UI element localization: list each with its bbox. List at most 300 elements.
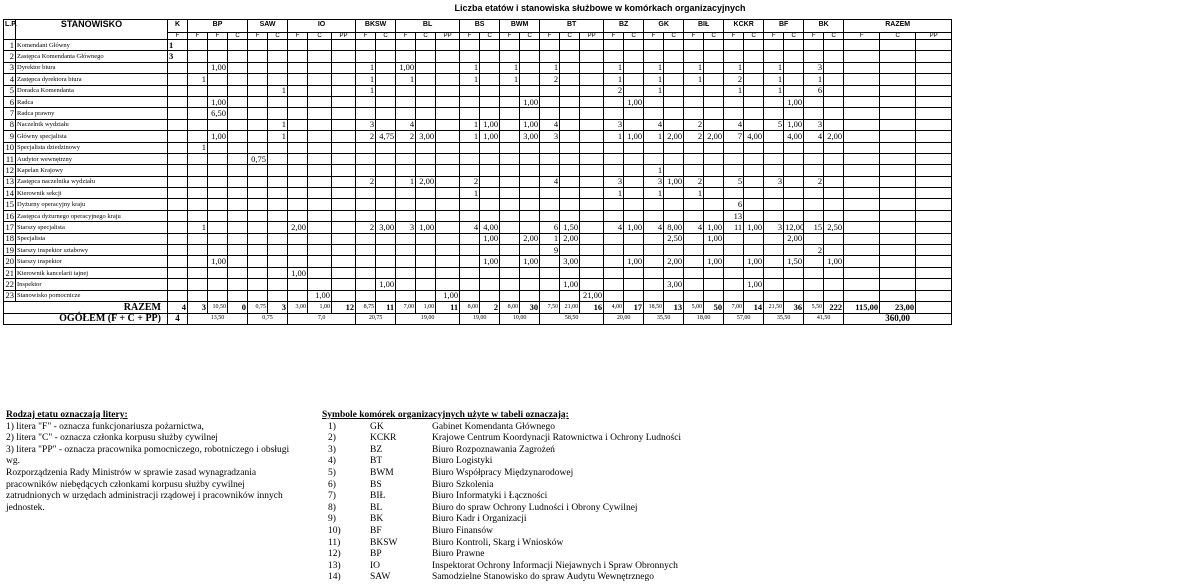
table-cell: 1 [356, 74, 376, 85]
table-cell [520, 210, 540, 221]
table-cell [168, 188, 188, 199]
table-cell [460, 108, 480, 119]
table-cell [436, 74, 460, 85]
table-cell [880, 85, 916, 96]
table-cell: 1 [268, 85, 288, 96]
legend-unit-abbr: GK [370, 421, 384, 432]
table-cell: 1,00 [480, 256, 500, 267]
table-cell [332, 256, 356, 267]
table-cell [724, 290, 744, 301]
table-cell [624, 176, 644, 187]
legend-unit-desc: Biuro Szkolenia [432, 479, 494, 490]
table-cell [824, 108, 844, 119]
table-cell [436, 165, 460, 176]
table-cell [916, 199, 952, 210]
table-cell [228, 165, 248, 176]
table-cell [308, 131, 332, 142]
table-cell [228, 245, 248, 256]
table-cell [416, 96, 436, 107]
table-cell [804, 233, 824, 244]
table-cell [288, 199, 308, 210]
table-cell [784, 85, 804, 96]
table-cell [268, 290, 288, 301]
table-cell [376, 290, 396, 301]
table-cell [356, 51, 376, 62]
table-cell: 1,00 [624, 96, 644, 107]
table-cell: 1 [268, 119, 288, 130]
table-cell [644, 153, 664, 164]
table-cell [248, 256, 268, 267]
table-cell [308, 210, 332, 221]
header-subtype: C [416, 33, 436, 40]
table-cell [580, 279, 604, 290]
row-number: 22 [5, 278, 14, 289]
table-cell [288, 188, 308, 199]
table-cell: 4 [804, 131, 824, 142]
table-cell [396, 233, 416, 244]
table-cell [500, 256, 520, 267]
table-cell [784, 51, 804, 62]
table-cell [844, 210, 880, 221]
table-cell [824, 51, 844, 62]
table-cell [664, 74, 684, 85]
razem-cell: 0 [228, 301, 248, 313]
table-cell [604, 210, 624, 221]
razem-cell: 4,00 [604, 301, 624, 313]
table-cell [804, 210, 824, 221]
row-number: 4 [4, 74, 16, 85]
header-unit: BT [540, 20, 604, 33]
ogolem-cell: 35,50 [764, 313, 804, 324]
row-number: 23 [5, 290, 14, 301]
table-cell [436, 40, 460, 51]
legend-unit-item [322, 561, 782, 573]
table-cell [684, 233, 704, 244]
row-number: 5 [4, 85, 16, 96]
table-cell [332, 131, 356, 142]
legend-unit-num: 4) [328, 456, 336, 467]
table-cell [844, 267, 880, 278]
table-cell: 1,50 [784, 256, 804, 267]
table-cell [664, 142, 684, 153]
legend-unit-desc: Biuro Logistyki [432, 456, 493, 467]
table-cell [824, 62, 844, 73]
razem-row [4, 301, 952, 313]
table-cell [308, 199, 332, 210]
table-cell [356, 210, 376, 221]
table-cell [396, 96, 416, 107]
ogolem-cell: 20,75 [356, 313, 396, 324]
table-cell [396, 267, 416, 278]
table-cell [704, 199, 724, 210]
table-cell: 3 [540, 131, 560, 142]
table-cell: 1,00 [784, 119, 804, 130]
table-cell [436, 233, 460, 244]
table-cell [376, 165, 396, 176]
table-cell [824, 96, 844, 107]
legend-line: 2) litera "C" - oznacza członka korpusu służby cywilnej [6, 433, 218, 444]
position-name: Starszy inspektor [16, 256, 168, 267]
table-cell [480, 85, 500, 96]
table-cell [308, 62, 332, 73]
table-cell [308, 108, 332, 119]
table-cell [288, 142, 308, 153]
table-cell [580, 62, 604, 73]
table-cell [288, 176, 308, 187]
table-cell [416, 245, 436, 256]
table-cell [916, 210, 952, 221]
table-cell [624, 267, 644, 278]
table-cell [540, 290, 560, 301]
table-cell: 3 [604, 176, 624, 187]
table-cell [288, 96, 308, 107]
table-cell [916, 131, 952, 142]
table-cell [844, 279, 880, 290]
legend-unit-num: 2) [328, 433, 336, 444]
table-cell [308, 51, 332, 62]
table-cell [416, 199, 436, 210]
table-cell [228, 108, 248, 119]
header-unit: BS [460, 20, 500, 33]
table-cell: 1,00 [520, 96, 540, 107]
table-cell [500, 142, 520, 153]
table-row [4, 119, 952, 130]
table-cell [664, 85, 684, 96]
table-cell [356, 153, 376, 164]
table-cell: 3,00 [416, 131, 436, 142]
table-cell [916, 40, 952, 51]
razem-cell: 115,00 [844, 301, 880, 313]
table-cell [308, 222, 332, 233]
table-cell: 1,00 [704, 256, 724, 267]
table-cell: 1,00 [520, 119, 540, 130]
table-cell [744, 290, 764, 301]
razem-cell: 5,00 [684, 301, 704, 313]
table-cell [396, 210, 416, 221]
table-cell [208, 176, 228, 187]
table-cell [416, 51, 436, 62]
table-cell [188, 131, 208, 142]
table-cell [416, 267, 436, 278]
table-cell [332, 74, 356, 85]
table-cell [208, 51, 228, 62]
table-cell: 1,00 [560, 279, 580, 290]
table-cell [560, 188, 580, 199]
razem-cell: 1,00 [308, 301, 332, 313]
table-cell [308, 256, 332, 267]
table-cell [784, 210, 804, 221]
table-cell [824, 210, 844, 221]
table-cell: 1,00 [784, 96, 804, 107]
legend-unit-num: 3) [328, 444, 336, 455]
table-cell [460, 51, 480, 62]
table-cell [500, 210, 520, 221]
table-cell: 2 [684, 131, 704, 142]
table-cell [268, 142, 288, 153]
table-cell: 1 [356, 62, 376, 73]
header-subtype: F [208, 33, 228, 40]
table-row [4, 210, 952, 221]
table-cell [208, 245, 228, 256]
table-cell [308, 40, 332, 51]
table-cell [916, 188, 952, 199]
table-cell [436, 222, 460, 233]
table-cell [764, 290, 784, 301]
table-cell [376, 40, 396, 51]
row-number: 14 [5, 187, 14, 198]
table-cell [624, 40, 644, 51]
table-cell [764, 210, 784, 221]
table-cell [880, 165, 916, 176]
table-cell: 1,00 [288, 267, 308, 278]
legend-unit-abbr: BT [370, 456, 383, 467]
table-cell [416, 165, 436, 176]
razem-cell: 7,00 [724, 301, 744, 313]
table-cell [228, 119, 248, 130]
header-unit: GK [644, 20, 684, 33]
table-cell [624, 210, 644, 221]
header-subtype: PP [436, 33, 460, 40]
table-cell [604, 290, 624, 301]
table-cell [844, 108, 880, 119]
table-cell [416, 40, 436, 51]
table-cell [248, 51, 268, 62]
table-cell [540, 108, 560, 119]
table-cell: 2,00 [288, 222, 308, 233]
table-cell [376, 74, 396, 85]
table-cell [684, 267, 704, 278]
table-row [4, 85, 952, 96]
table-cell [500, 51, 520, 62]
table-cell [376, 267, 396, 278]
table-cell [288, 131, 308, 142]
table-cell [684, 199, 704, 210]
table-row [4, 245, 952, 256]
legend-line: 3) litera "PP" - oznacza pracownika pomocniczego, robotniczego i obsługi wg. [6, 444, 290, 467]
table-cell [248, 290, 268, 301]
table-cell [356, 199, 376, 210]
table-cell [248, 108, 268, 119]
table-cell: 3 [764, 222, 784, 233]
table-cell [396, 290, 416, 301]
table-cell [288, 51, 308, 62]
table-cell [228, 51, 248, 62]
table-cell [168, 233, 188, 244]
table-cell [356, 290, 376, 301]
table-cell [704, 279, 724, 290]
table-cell [744, 62, 764, 73]
razem-cell: 36 [784, 301, 804, 313]
table-cell [684, 85, 704, 96]
table-cell [356, 96, 376, 107]
table-cell [844, 74, 880, 85]
table-cell [764, 165, 784, 176]
table-cell [744, 176, 764, 187]
table-cell [784, 176, 804, 187]
table-cell [356, 142, 376, 153]
razem-cell: 5,50 [804, 301, 824, 313]
legend-unit-abbr: BL [370, 502, 383, 513]
table-cell [844, 131, 880, 142]
table-cell [580, 245, 604, 256]
header-subtype: C [704, 33, 724, 40]
table-cell [824, 188, 844, 199]
table-cell: 1 [604, 62, 624, 73]
table-cell [520, 188, 540, 199]
table-cell [356, 256, 376, 267]
table-cell [560, 245, 580, 256]
table-cell [560, 40, 580, 51]
table-cell [580, 222, 604, 233]
table-cell [500, 176, 520, 187]
table-cell [480, 245, 500, 256]
table-cell [208, 279, 228, 290]
header-subtype: C [664, 33, 684, 40]
table-cell [684, 290, 704, 301]
table-cell [228, 131, 248, 142]
header-subtype: F [644, 33, 664, 40]
legend-unit-num: 10) [328, 525, 341, 536]
table-cell [228, 176, 248, 187]
table-cell [376, 108, 396, 119]
table-cell [208, 153, 228, 164]
table-cell [500, 96, 520, 107]
table-cell: 4 [540, 176, 560, 187]
table-cell [332, 233, 356, 244]
table-cell [480, 176, 500, 187]
table-cell [844, 40, 880, 51]
table-cell [804, 165, 824, 176]
razem-cell: 1,00 [416, 301, 436, 313]
table-cell [168, 142, 188, 153]
table-cell [724, 245, 744, 256]
legend-unit-item [322, 456, 782, 468]
table-row [4, 176, 952, 187]
table-cell [480, 279, 500, 290]
table-cell [248, 279, 268, 290]
table-cell: 1 [604, 131, 624, 142]
table-cell [168, 199, 188, 210]
position-name: Zastępca dyrektora biura [16, 74, 168, 85]
table-cell [704, 51, 724, 62]
table-cell [416, 210, 436, 221]
table-cell [248, 131, 268, 142]
table-cell [520, 290, 540, 301]
table-cell [168, 176, 188, 187]
table-cell [332, 188, 356, 199]
table-cell [480, 62, 500, 73]
table-cell [480, 40, 500, 51]
table-cell [784, 188, 804, 199]
table-cell: 6 [540, 222, 560, 233]
table-cell [764, 40, 784, 51]
header-subtype: C [268, 33, 288, 40]
row-number: 11 [4, 153, 16, 164]
header-unit: BP [188, 20, 248, 33]
position-name: Naczelnik wydziału [16, 119, 168, 130]
table-cell: 1 [460, 119, 480, 130]
table-cell: 1 [460, 188, 480, 199]
table-row [4, 40, 952, 51]
table-cell [188, 119, 208, 130]
table-cell [480, 165, 500, 176]
table-cell [540, 40, 560, 51]
table-cell [724, 267, 744, 278]
table-cell [288, 279, 308, 290]
table-cell [644, 267, 664, 278]
legend-unit-desc: Biuro Informatyki i Łączności [432, 491, 548, 502]
table-cell [188, 96, 208, 107]
table-cell [500, 108, 520, 119]
table-cell: 4,00 [744, 131, 764, 142]
table-cell [168, 96, 188, 107]
table-cell: 15 [804, 222, 824, 233]
table-cell [880, 210, 916, 221]
table-cell [268, 210, 288, 221]
table-cell: 3 [604, 119, 624, 130]
table-cell [308, 267, 332, 278]
table-cell [436, 108, 460, 119]
table-cell [308, 233, 332, 244]
razem-cell: 21,00 [560, 301, 580, 313]
table-cell [480, 96, 500, 107]
legend-unit-num: 6) [328, 479, 336, 490]
table-cell [580, 40, 604, 51]
table-cell [540, 256, 560, 267]
table-cell [500, 199, 520, 210]
table-cell [804, 96, 824, 107]
table-cell [268, 256, 288, 267]
table-cell [332, 245, 356, 256]
ogolem-cell: 7,0 [288, 313, 356, 324]
table-cell [684, 153, 704, 164]
ogolem-cell: 0,75 [248, 313, 288, 324]
table-cell: 2 [356, 176, 376, 187]
table-cell [268, 188, 288, 199]
table-cell [208, 210, 228, 221]
table-cell [704, 96, 724, 107]
table-cell: 4,00 [480, 222, 500, 233]
legend-unit-item [322, 514, 782, 526]
table-cell: 1 [460, 62, 480, 73]
table-cell [644, 51, 664, 62]
table-cell [704, 62, 724, 73]
row-number: 13 [5, 176, 14, 187]
table-cell [248, 188, 268, 199]
table-cell [764, 153, 784, 164]
table-cell: 1 [644, 62, 664, 73]
table-cell: 3,00 [664, 279, 684, 290]
table-cell [480, 199, 500, 210]
table-cell [332, 142, 356, 153]
table-cell [844, 233, 880, 244]
table-cell [916, 108, 952, 119]
table-cell: 2,00 [704, 131, 724, 142]
table-cell [684, 108, 704, 119]
table-cell [188, 256, 208, 267]
razem-cell [916, 301, 952, 313]
table-cell [500, 279, 520, 290]
header-subtype: C [376, 33, 396, 40]
table-cell [704, 119, 724, 130]
page-title: Liczba etatów i stanowiska służbowe w komórkach organizacyjnych [454, 3, 746, 13]
header-subtype: F [500, 33, 520, 40]
position-name: Stanowisko pomocnicze [16, 290, 168, 301]
table-cell [604, 153, 624, 164]
table-cell: 2,00 [520, 233, 540, 244]
table-cell: 3,00 [560, 256, 580, 267]
row-number: 15 [5, 199, 14, 210]
